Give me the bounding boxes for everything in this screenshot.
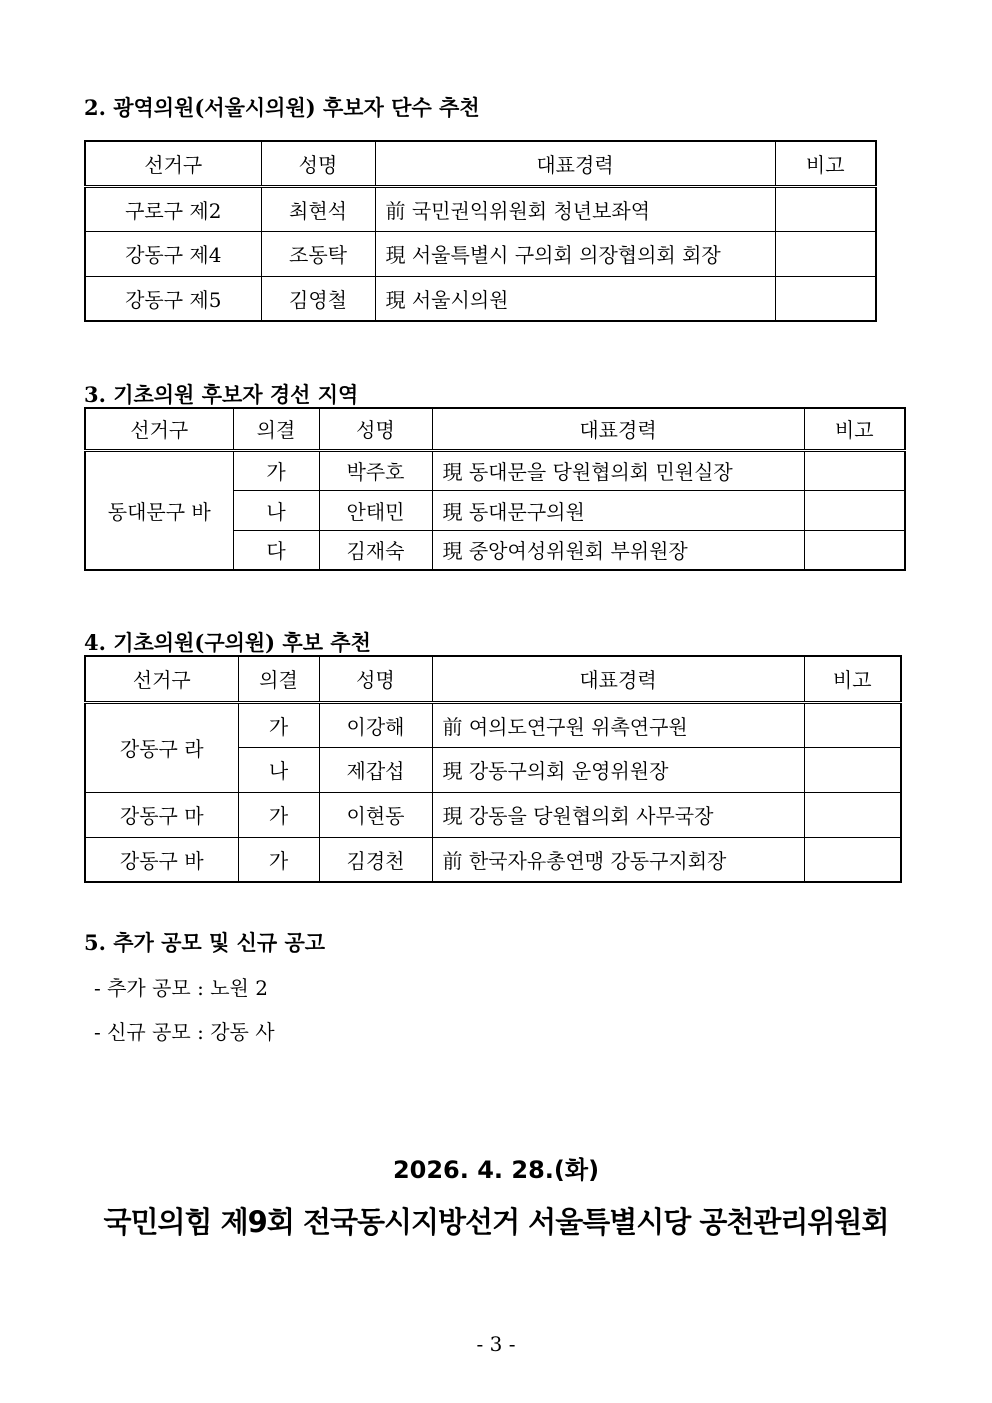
note-cell <box>804 837 901 882</box>
name-cell: 김경천 <box>319 837 432 882</box>
name-cell: 최현석 <box>261 186 375 231</box>
header-name: 성명 <box>319 408 432 450</box>
section4-title: 4. 기초의원(구의원) 후보 추천 <box>84 630 371 655</box>
district-cell: 강동구 마 <box>85 792 238 837</box>
table-row <box>85 231 876 276</box>
header-name: 성명 <box>261 141 375 186</box>
career-cell: 現 동대문을 당원협의회 민원실장 <box>432 450 804 490</box>
district-cell: 동대문구 바 <box>85 450 233 570</box>
order-cell: 나 <box>233 490 319 530</box>
table-header-row <box>85 656 901 702</box>
career-cell: 前 여의도연구원 위촉연구원 <box>432 702 804 747</box>
table-row <box>85 792 901 837</box>
note-cell <box>804 450 905 490</box>
note-cell <box>804 530 905 570</box>
section4-table <box>84 655 902 883</box>
note-cell <box>775 231 876 276</box>
order-cell: 가 <box>233 450 319 490</box>
page-number: - 3 - <box>476 1332 516 1356</box>
order-cell: 가 <box>238 792 319 837</box>
list-item-new: - 신규 공모 : 강동 사 <box>94 1020 275 1044</box>
table-row <box>85 702 901 747</box>
table-row <box>85 450 905 490</box>
table-header-row <box>85 141 876 186</box>
header-career: 대표경력 <box>375 141 775 186</box>
header-district: 선거구 <box>85 408 233 450</box>
header-district: 선거구 <box>85 656 238 702</box>
section3-title: 3. 기초의원 후보자 경선 지역 <box>84 382 359 407</box>
name-cell: 조동탁 <box>261 231 375 276</box>
document-date: 2026. 4. 28.(화) <box>392 1156 600 1184</box>
order-cell: 가 <box>238 837 319 882</box>
section3-table <box>84 407 906 571</box>
header-note: 비고 <box>804 408 905 450</box>
name-cell: 안태민 <box>319 490 432 530</box>
table-row <box>85 186 876 231</box>
career-cell: 前 국민권익위원회 청년보좌역 <box>375 186 775 231</box>
section2-title: 2. 광역의원(서울시의원) 후보자 단수 추천 <box>84 95 480 120</box>
career-cell: 現 중앙여성위원회 부위원장 <box>432 530 804 570</box>
district-cell: 강동구 제5 <box>85 276 261 321</box>
district-cell: 강동구 라 <box>85 702 238 792</box>
career-cell: 現 강동구의회 운영위원장 <box>432 747 804 792</box>
career-cell: 現 서울특별시 구의회 의장협의회 회장 <box>375 231 775 276</box>
name-cell: 박주호 <box>319 450 432 490</box>
note-cell <box>775 276 876 321</box>
issuing-organization: 국민의힘 제9회 전국동시지방선거 서울특별시당 공천관리위원회 <box>103 1205 889 1239</box>
name-cell: 제갑섭 <box>319 747 432 792</box>
district-cell: 강동구 바 <box>85 837 238 882</box>
order-cell: 다 <box>233 530 319 570</box>
table-header-row <box>85 408 905 450</box>
header-order: 의결 <box>233 408 319 450</box>
name-cell: 김영철 <box>261 276 375 321</box>
header-note: 비고 <box>775 141 876 186</box>
header-note: 비고 <box>804 656 901 702</box>
header-career: 대표경력 <box>432 656 804 702</box>
order-cell: 나 <box>238 747 319 792</box>
note-cell <box>804 702 901 747</box>
table-row <box>85 276 876 321</box>
table-row <box>85 837 901 882</box>
name-cell: 이강해 <box>319 702 432 747</box>
career-cell: 現 동대문구의원 <box>432 490 804 530</box>
career-cell: 前 한국자유총연맹 강동구지회장 <box>432 837 804 882</box>
note-cell <box>804 490 905 530</box>
header-district: 선거구 <box>85 141 261 186</box>
note-cell <box>804 747 901 792</box>
header-name: 성명 <box>319 656 432 702</box>
header-order: 의결 <box>238 656 319 702</box>
order-cell: 가 <box>238 702 319 747</box>
district-cell: 구로구 제2 <box>85 186 261 231</box>
section5-title: 5. 추가 공모 및 신규 공고 <box>84 930 326 955</box>
note-cell <box>804 792 901 837</box>
list-item-additional: - 추가 공모 : 노원 2 <box>94 976 268 1000</box>
career-cell: 現 서울시의원 <box>375 276 775 321</box>
district-cell: 강동구 제4 <box>85 231 261 276</box>
name-cell: 이현동 <box>319 792 432 837</box>
header-career: 대표경력 <box>432 408 804 450</box>
note-cell <box>775 186 876 231</box>
career-cell: 現 강동을 당원협의회 사무국장 <box>432 792 804 837</box>
name-cell: 김재숙 <box>319 530 432 570</box>
section2-table <box>84 140 877 322</box>
